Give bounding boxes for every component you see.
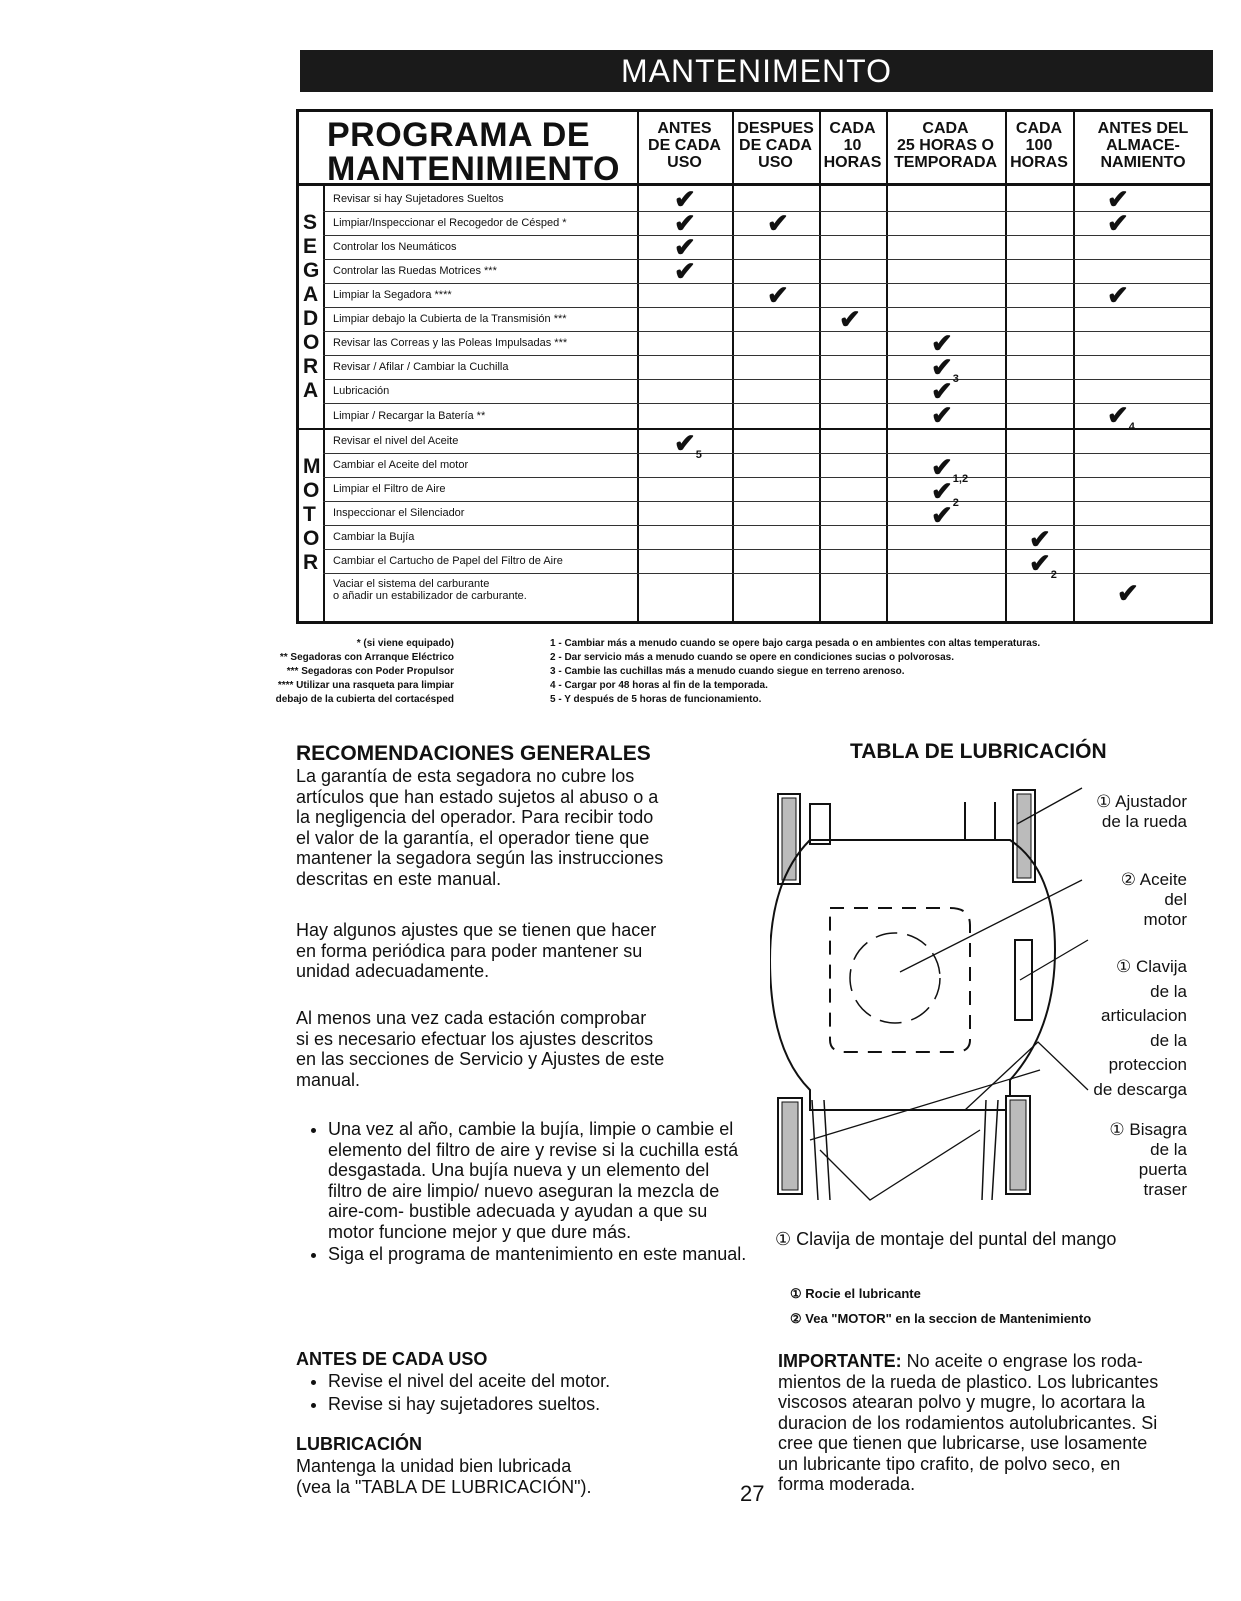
check-icon: ✔	[1107, 208, 1129, 238]
task-label: Controlar los Neumáticos	[333, 241, 457, 253]
section-banner: MANTENIMENTO	[300, 50, 1213, 92]
maintenance-schedule-table	[296, 109, 1213, 624]
list-item: • Una vez al año, cambie la bujía, limpie o cambie el elemento del filtro de aire y revise si la cuchilla está desgastada. Una bujía nueva y un elemento del filtro de aire limpio/ nuevo aseguran la mezcla de aire-com- bustible adecuada y ayudan a que su motor funcione mejor y que dure más.	[328, 1119, 748, 1242]
check-icon: ✔	[931, 400, 953, 430]
list-item: • Revise el nivel del aceite del motor.	[328, 1371, 748, 1392]
side-letter: S	[303, 211, 318, 234]
antes-title: ANTES DE CADA USO	[296, 1349, 488, 1369]
list-item: • Revise si hay sujetadores sueltos.	[328, 1394, 748, 1415]
check-icon: ✔	[674, 256, 696, 286]
check-icon: ✔	[767, 208, 789, 238]
mower-diagram	[770, 780, 1100, 1250]
side-letter: E	[303, 235, 318, 258]
side-letter: O	[303, 331, 320, 354]
legend-rocie: ① Rocie el lubricante	[790, 1286, 921, 1301]
check-icon: ✔	[674, 232, 696, 262]
task-label: Limpiar debajo la Cubierta de la Transmisión ***	[333, 313, 567, 325]
check-icon: ✔	[674, 184, 696, 214]
check-icon: ✔	[839, 304, 861, 334]
col-cada-100-horas: CADA 100 HORAS	[1010, 120, 1068, 171]
page-number: 27	[740, 1481, 765, 1506]
check-icon: ✔	[1107, 184, 1129, 214]
task-label: Controlar las Ruedas Motrices ***	[333, 265, 497, 277]
side-letter: G	[303, 259, 320, 282]
side-letter: O	[303, 479, 320, 502]
check-icon: $✔_2$	[1029, 548, 1057, 582]
side-letter: M	[303, 455, 321, 478]
task-label: Cambiar el Aceite del motor	[333, 459, 469, 471]
check-icon: $✔_2$	[931, 476, 959, 510]
task-label: Limpiar / Recargar la Batería **	[333, 410, 486, 422]
task-label: Revisar el nivel del Aceite	[333, 435, 459, 447]
label-ajustador: ① Ajustador de la rueda	[1096, 792, 1187, 831]
side-letter: R	[303, 551, 319, 574]
recomendaciones-title: RECOMENDACIONES GENERALES	[296, 742, 651, 765]
task-label: Cambiar el Cartucho de Papel del Filtro de Aire	[333, 555, 563, 567]
col-despues-cada-uso: DESPUES DE CADA USO	[737, 120, 814, 171]
footnotes-right: 1 - Cambiar más a menudo cuando se opere bajo carga pesada o en ambientes con altas temperaturas. 2 - Dar servicio más a menudo cuando se opere en condiciones sucias o polvorosas. 3 - Cambie las cuchillas más a menudo cuando siegue en terreno arenoso. 4 - Cargar por 48 horas al fin de la temporada. 5 - Y después de 5 horas de funcionamiento.	[550, 638, 1041, 705]
task-label: Cambiar la Bujía	[333, 531, 415, 543]
label-clavija: ① Clavija de la articulacion de la proteccion de descarga	[1093, 957, 1187, 1099]
schedule-title: PROGRAMA DE MANTENIMIENTO	[327, 116, 620, 188]
legend-motor: ② Vea "MOTOR" en la seccion de Mantenimiento	[790, 1311, 1092, 1326]
col-antes-cada-uso: ANTES DE CADA USO	[648, 120, 721, 171]
task-label: Lubricación	[333, 385, 390, 397]
check-icon: ✔	[931, 328, 953, 358]
label-aceite: ② Aceite del motor	[1120, 870, 1187, 929]
check-icon: ✔	[1029, 524, 1051, 554]
side-letter: O	[303, 527, 320, 550]
task-label: Revisar / Afilar / Cambiar la Cuchilla	[333, 361, 509, 373]
task-label: Revisar si hay Sujetadores Sueltos	[333, 193, 504, 205]
col-antes-almacenamiento: ANTES DEL ALMACE- NAMIENTO	[1097, 120, 1189, 171]
lubricacion-text: Mantenga la unidad bien lubricada (vea la "TABLA DE LUBRICACIÓN").	[296, 1456, 592, 1497]
check-icon: ✔	[767, 280, 789, 310]
label-montaje: ① Clavija de montaje del puntal del mango	[775, 1229, 1117, 1249]
task-label: Vaciar el sistema del carburante	[333, 578, 490, 590]
check-icon: $✔_3$	[931, 352, 959, 386]
recomendaciones-p2: Hay algunos ajustes que se tienen que hacer en forma periódica para poder mantener su unidad adecuadamente.	[296, 920, 657, 981]
side-letter: T	[303, 503, 316, 526]
footnotes-left: * (si viene equipado) ** Segadoras con Arranque Eléctrico *** Segadoras con Poder Propulsor **** Utilizar una rasqueta para limpiar debajo de la cubierta del cortacésped	[275, 638, 454, 705]
recomendaciones-p1: La garantía de esta segadora no cubre los artículos que han estado sujetos al abuso o a la negligencia del operador. Para recibir todo el valor de la garantía, el operador tiene que mantener la segadora según las instrucciones descritas en este manual.	[296, 766, 664, 889]
task-label: Limpiar el Filtro de Aire	[333, 483, 446, 495]
check-icon: ✔	[931, 500, 953, 530]
task-label: o añadir un estabilizador de carburante.	[333, 590, 527, 602]
check-icon: ✔	[931, 376, 953, 406]
side-letter: A	[303, 283, 319, 306]
col-cada-25-horas: CADA 25 HORAS O TEMPORADA	[893, 120, 998, 171]
check-icon: $✔_4$	[1107, 400, 1135, 434]
check-icon: $✔_5$	[674, 428, 702, 462]
check-icon: ✔	[1107, 280, 1129, 310]
recomendaciones-bullets	[306, 1119, 748, 1267]
check-icon: $✔_{1,2}$	[931, 452, 969, 486]
list-item: • Siga el programa de mantenimiento en este manual.	[328, 1244, 748, 1265]
check-icon: ✔	[674, 208, 696, 238]
tabla-title: TABLA DE LUBRICACIÓN	[850, 740, 1107, 763]
recomendaciones-p3: Al menos una vez cada estación comprobar si es necesario efectuar los ajustes descritos en las secciones de Servicio y Ajustes de este manual.	[296, 1008, 665, 1090]
importante-text: IMPORTANTE: No aceite o engrase los roda- mientos de la rueda de plastico. Los lubricantes viscosos atearan polvo y mugre, lo acortara la duracion de los rodamientos autolubricantes. Si cree que tienen que lubricarse, use losamente un lubricante tipo crafito, de polvo seco, en forma moderada.	[778, 1351, 1159, 1494]
task-label: Limpiar/Inspeccionar el Recogedor de Césped *	[333, 217, 567, 229]
antes-bullets	[306, 1371, 748, 1416]
task-label: Limpiar la Segadora ****	[333, 289, 452, 301]
side-letter: R	[303, 355, 319, 378]
label-bisagra: ① Bisagra de la puerta traser	[1109, 1120, 1187, 1199]
task-label: Revisar las Correas y las Poleas Impulsadas ***	[333, 337, 568, 349]
col-cada-10-horas: CADA 10 HORAS	[823, 120, 882, 171]
check-icon: ✔	[1117, 578, 1139, 608]
side-letter: A	[303, 379, 319, 402]
side-letter: D	[303, 307, 319, 330]
task-label: Inspeccionar el Silenciador	[333, 507, 465, 519]
lubricacion-title: LUBRICACIÓN	[296, 1434, 422, 1454]
